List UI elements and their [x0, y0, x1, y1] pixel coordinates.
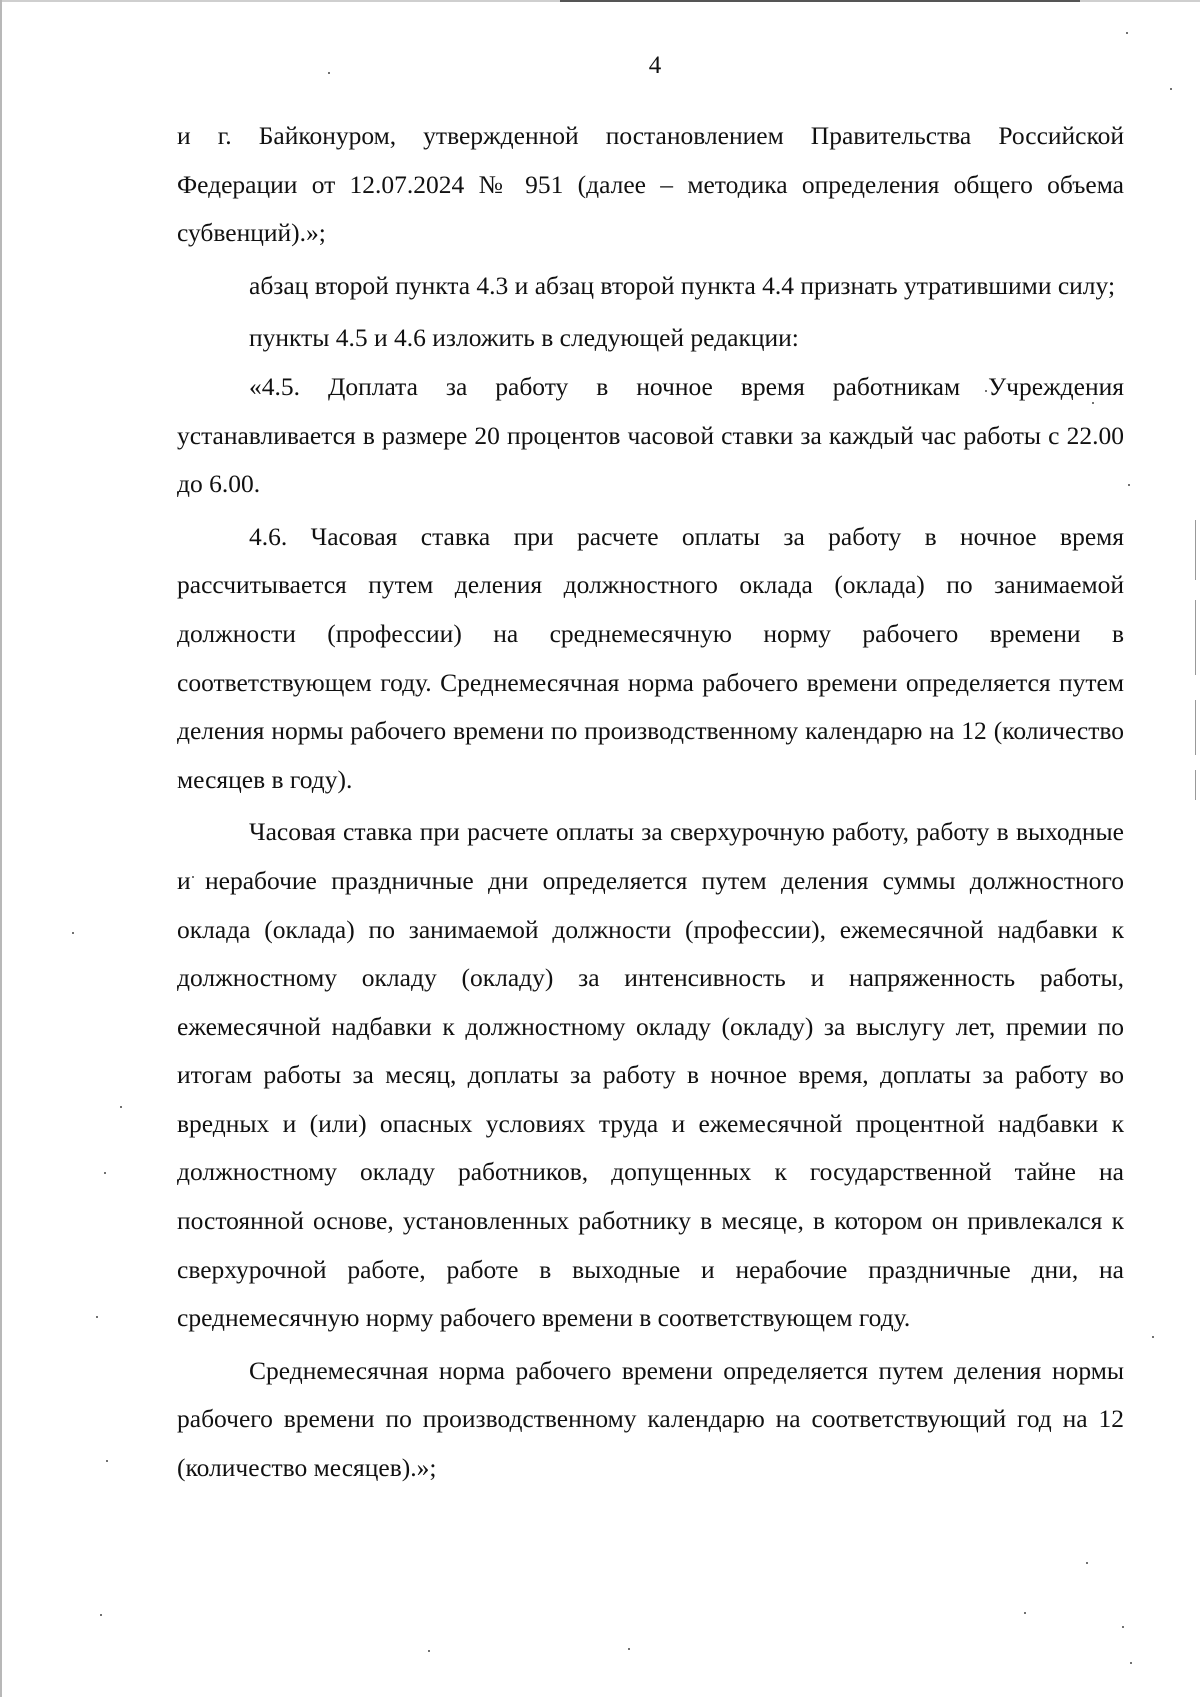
scan-right-artifact [1195, 770, 1196, 800]
scan-speck [104, 1172, 106, 1174]
paragraph-overtime-rate: Часовая ставка при расчете оплаты за сверхурочную работу, работу в выходные и нерабочие праздничные дни определяется путем деления суммы должностного оклада (оклада) по занимаемой должности (профессии), ежемесячной надбавки к должностному окладу (окладу) за интенсивность и напряженность работы, ежемесячной надбавки к должностному окладу (окладу) за выслугу лет, премии по итогам работы за месяц, доплаты за работу в ночное время, доплаты за работу во вредных и (или) опасных условиях труда и ежемесячной процентной надбавки к должностному окладу работников, допущенных к государственной тайне на постоянной основе, установленных работнику в месяце, в котором он привлекался к сверхурочной работе, работе в выходные и нерабочие праздничные дни, на среднемесячную норму рабочего времени в соответствующем году. [177, 817, 1124, 1333]
scan-right-artifact [1195, 700, 1196, 755]
scan-right-artifact [1195, 600, 1196, 675]
paragraph-item-4-5: «4.5. Доплата за работу в ночное время работникам Учреждения устанавливается в размере 20 процентов часовой ставки за каждый час работы с 22.00 до 6.00. [177, 371, 1124, 499]
scan-right-artifact [1195, 520, 1196, 580]
scan-speck [1122, 1626, 1124, 1628]
paragraph-monthly-norm: Среднемесячная норма рабочего времени определяется путем деления нормы рабочего времени по производственному календарю на соответствующий год на 12 (количество месяцев).»; [177, 1355, 1124, 1483]
scan-speck [1170, 88, 1172, 90]
scan-speck [100, 1614, 102, 1616]
scan-speck [1128, 484, 1130, 486]
scan-speck [96, 1316, 98, 1318]
paragraph-new-edition-intro: пункты 4.5 и 4.6 изложить в следующей редакции: [249, 323, 799, 353]
paragraph-methodology-end: и г. Байконуром, утвержденной постановлением Правительства Российской Федерации от 12.07.2024 № 951 (далее – методика определения общего объема субвенций).»; [177, 121, 1124, 248]
scan-speck [1024, 1612, 1026, 1614]
scan-speck [120, 1106, 122, 1108]
scan-speck [1126, 32, 1128, 34]
scan-speck [72, 932, 74, 934]
paragraph-repeal: абзац второй пункта 4.3 и абзац второй пункта 4.4 признать утратившими силу; [249, 270, 1116, 300]
scan-speck [628, 1648, 630, 1650]
paragraph-item-4-6: 4.6. Часовая ставка при расчете оплаты за работу в ночное время рассчитывается путем деления должностного оклада (оклада) по занимаемой должности (профессии) на среднемесячную норму рабочего времени в соответствующем году. Среднемесячная норма рабочего времени определяется путем деления нормы рабочего времени по производственному календарю на 12 (количество месяцев в году). [177, 521, 1124, 794]
document-body [177, 112, 1124, 1493]
page-number: 4 [648, 52, 662, 79]
scan-top-edge-shadow [560, 0, 1080, 2]
scan-speck [428, 1650, 430, 1652]
scan-left-edge [0, 0, 2, 1697]
scan-speck [1152, 1336, 1154, 1338]
scan-speck [106, 1460, 108, 1462]
scan-speck [1130, 1662, 1132, 1664]
scan-speck [1086, 1562, 1088, 1564]
